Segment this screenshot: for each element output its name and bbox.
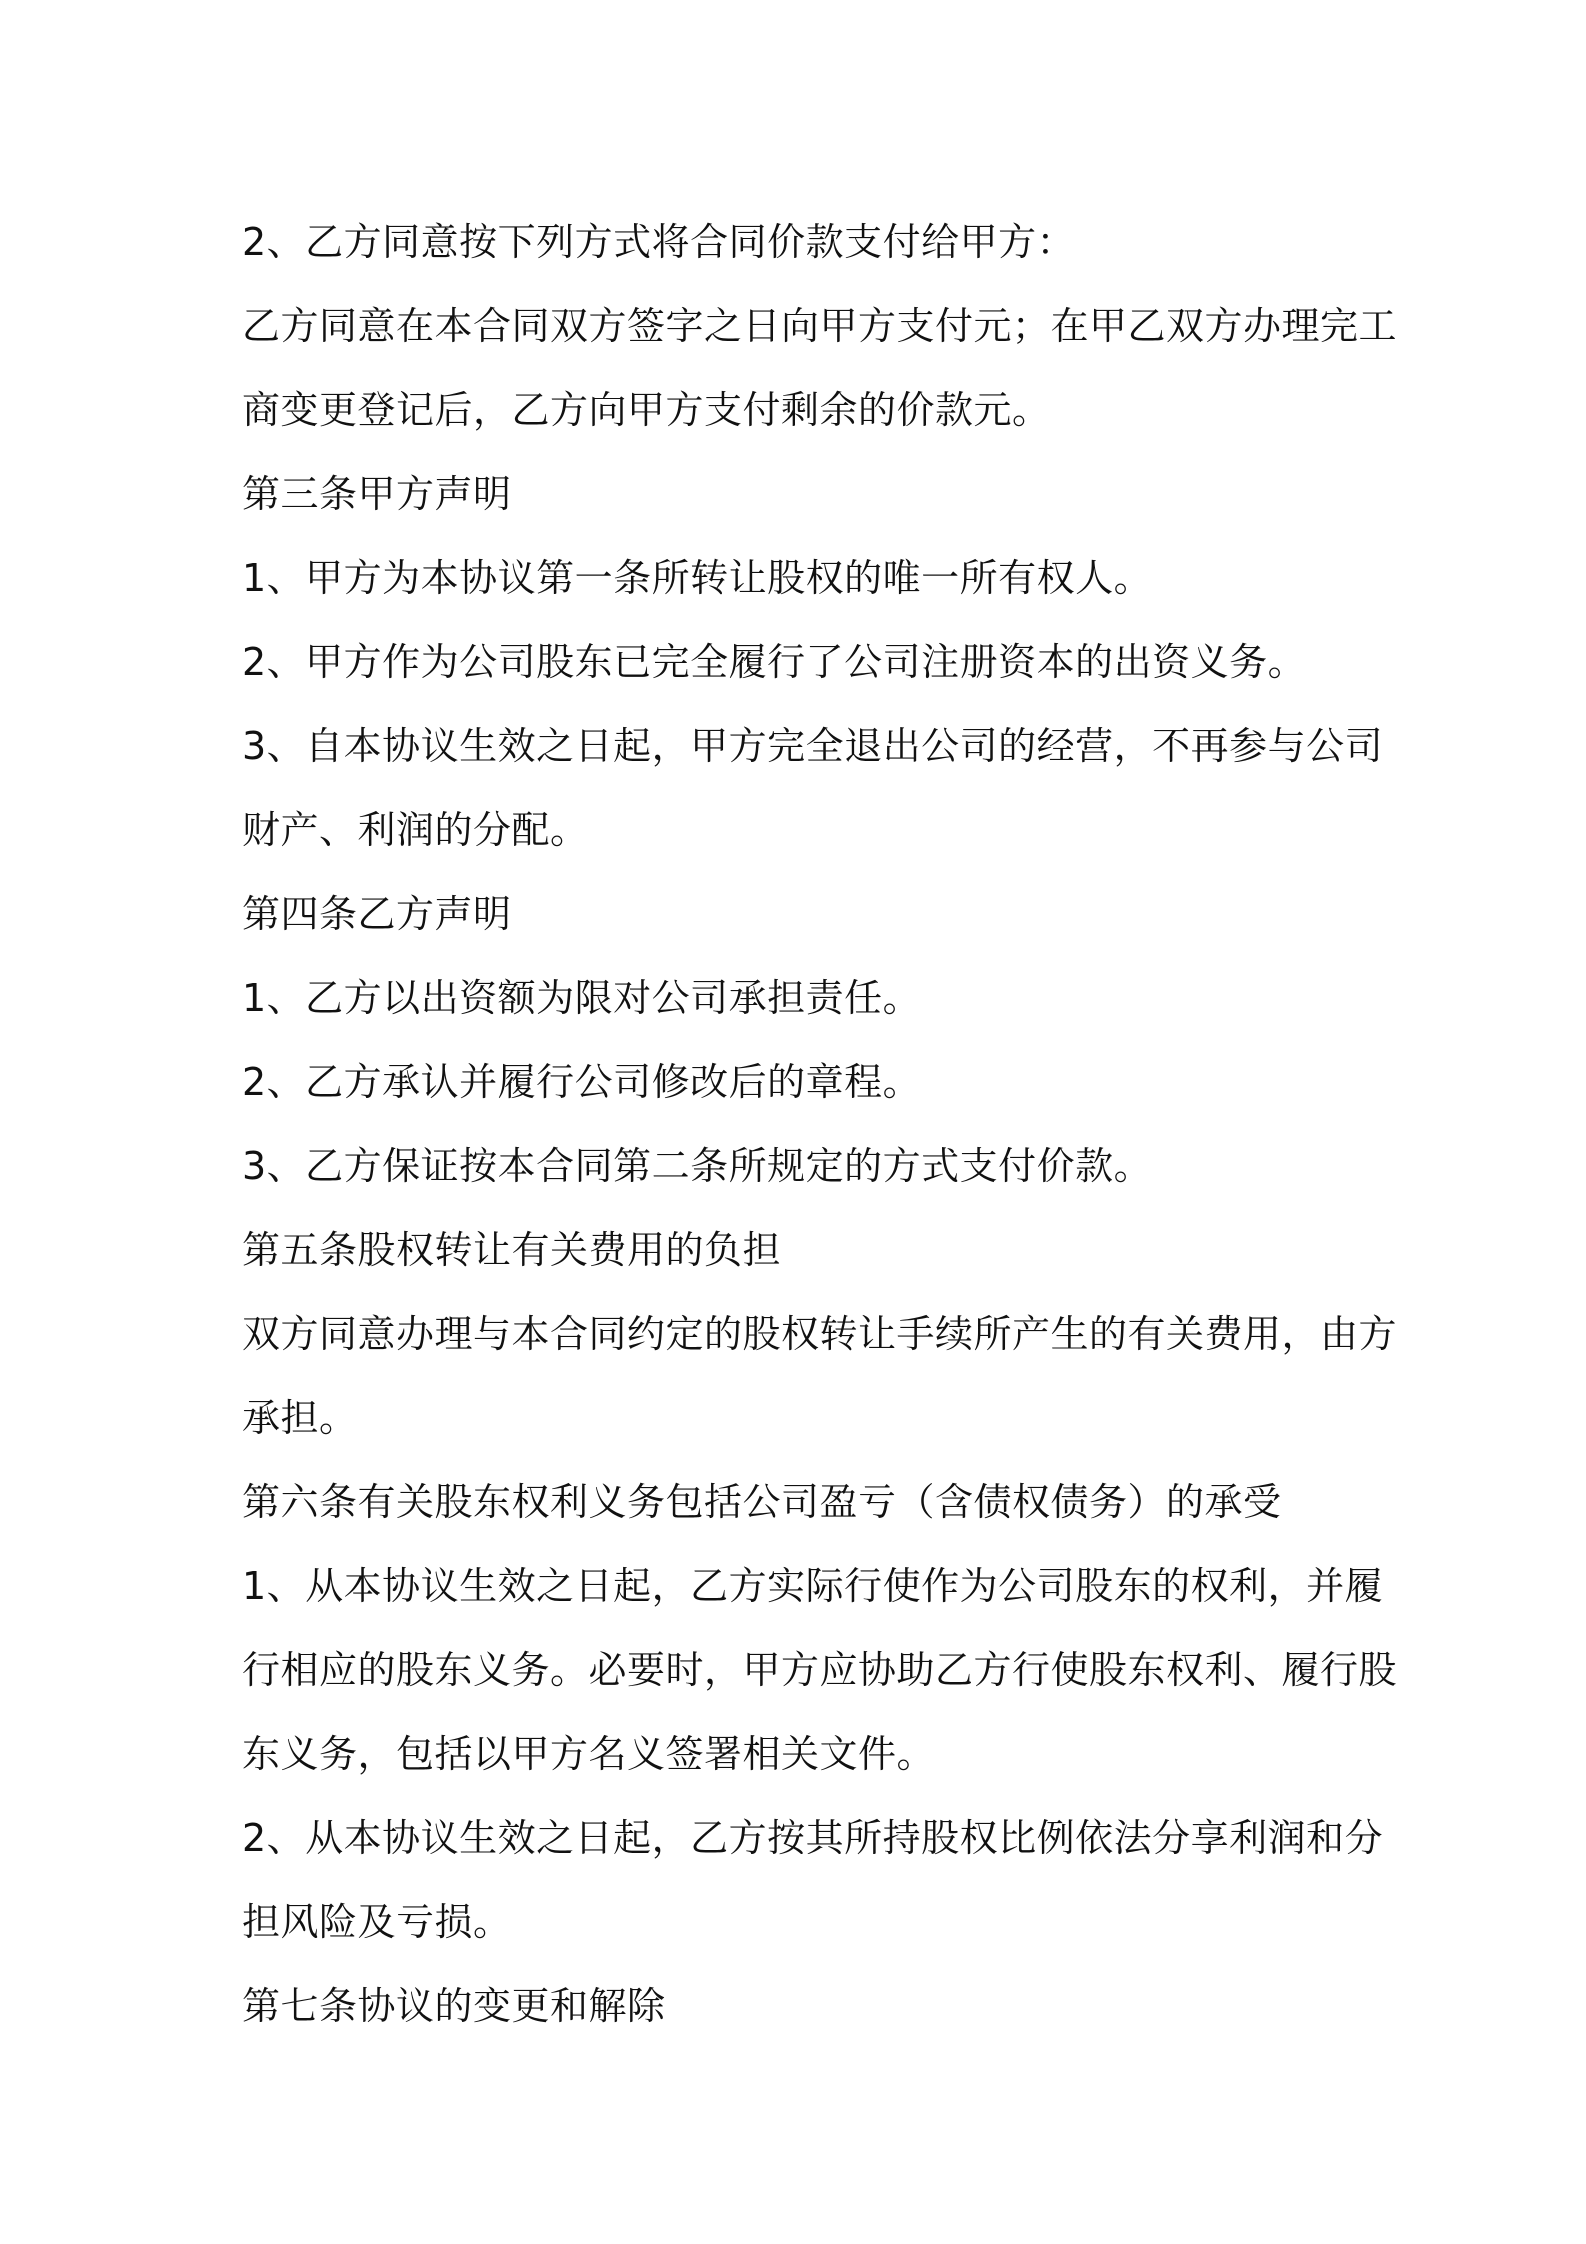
article-4-item-2: 2、乙方承认并履行公司修改后的章程。 bbox=[242, 1060, 922, 1104]
article-5-body-line-2: 承担。 bbox=[242, 1396, 358, 1440]
article-6-item-1-line-3: 东义务，包括以甲方名义签署相关文件。 bbox=[242, 1732, 936, 1776]
article-7-heading: 第七条协议的变更和解除 bbox=[242, 1984, 666, 2028]
article-3-item-1: 1、甲方为本协议第一条所转让股权的唯一所有权人。 bbox=[242, 556, 1153, 600]
payment-clause-2: 2、乙方同意按下列方式将合同价款支付给甲方： bbox=[242, 220, 1076, 264]
article-3-item-3-line-2: 财产、利润的分配。 bbox=[242, 808, 589, 852]
article-3-item-2: 2、甲方作为公司股东已完全履行了公司注册资本的出资义务。 bbox=[242, 640, 1307, 684]
article-6-item-2-line-2: 担风险及亏损。 bbox=[242, 1900, 512, 1944]
article-6-heading: 第六条有关股东权利义务包括公司盈亏（含债权债务）的承受 bbox=[242, 1480, 1282, 1524]
document-body bbox=[242, 200, 1398, 2048]
article-4-item-1: 1、乙方以出资额为限对公司承担责任。 bbox=[242, 976, 922, 1020]
payment-detail-line-1: 乙方同意在本合同双方签字之日向甲方支付元；在甲乙双方办理完工 bbox=[242, 304, 1398, 348]
payment-detail-line-2: 商变更登记后，乙方向甲方支付剩余的价款元。 bbox=[242, 388, 1051, 432]
article-3-heading: 第三条甲方声明 bbox=[242, 472, 512, 516]
article-6-item-2-line-1: 2、从本协议生效之日起，乙方按其所持股权比例依法分享利润和分 bbox=[242, 1816, 1384, 1860]
article-4-heading: 第四条乙方声明 bbox=[242, 892, 512, 936]
article-4-item-3: 3、乙方保证按本合同第二条所规定的方式支付价款。 bbox=[242, 1144, 1153, 1188]
article-5-heading: 第五条股权转让有关费用的负担 bbox=[242, 1228, 782, 1272]
article-6-item-1-line-1: 1、从本协议生效之日起，乙方实际行使作为公司股东的权利，并履 bbox=[242, 1564, 1384, 1608]
article-5-body-line-1: 双方同意办理与本合同约定的股权转让手续所产生的有关费用，由方 bbox=[242, 1312, 1398, 1356]
article-3-item-3-line-1: 3、自本协议生效之日起，甲方完全退出公司的经营，不再参与公司 bbox=[242, 724, 1384, 768]
article-6-item-1-line-2: 行相应的股东义务。必要时，甲方应协助乙方行使股东权利、履行股 bbox=[242, 1648, 1398, 1692]
